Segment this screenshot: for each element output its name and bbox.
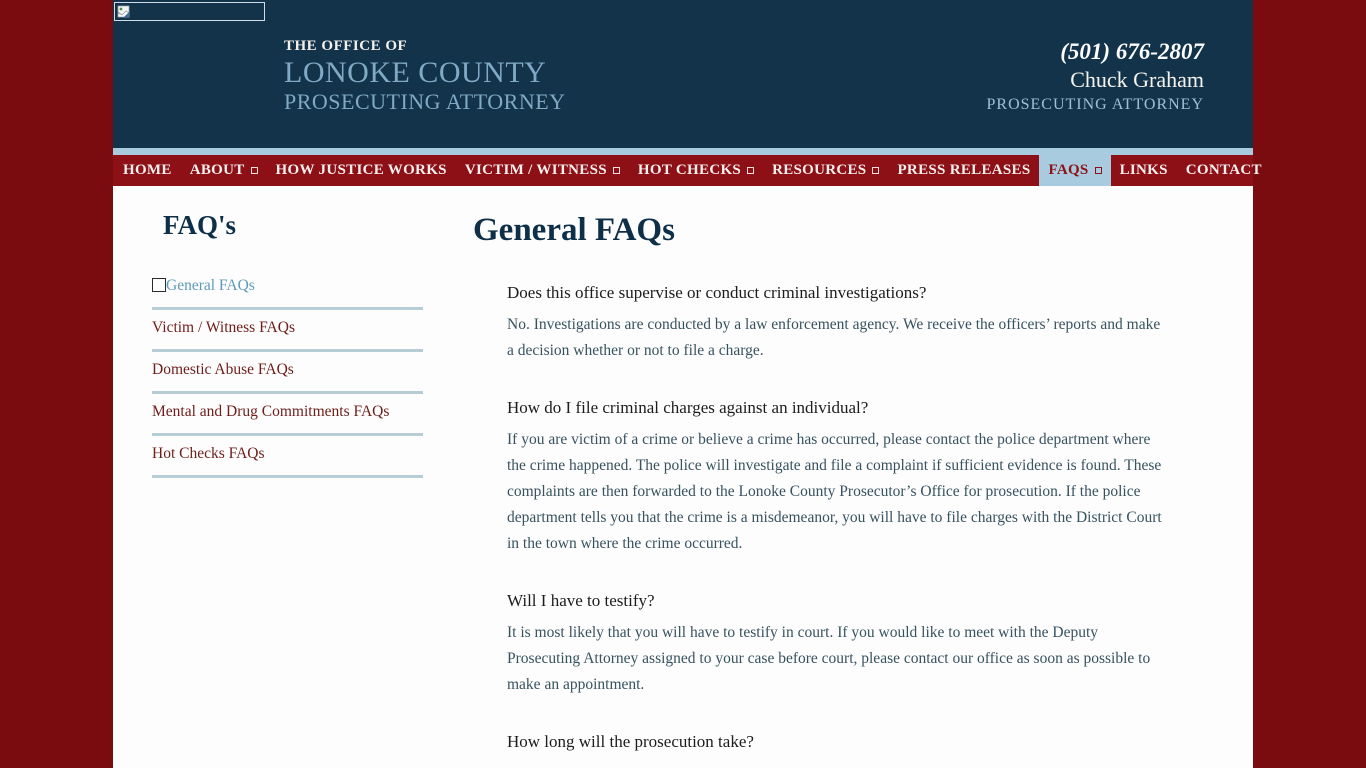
nav-item-hot-checks[interactable] [629,155,763,186]
dropdown-indicator-icon [251,167,258,174]
sidebar-item-hot-checks-faqs[interactable] [152,436,423,478]
broken-image-icon [117,5,130,18]
attorney-title: PROSECUTING ATTORNEY [986,96,1204,114]
faq-entry [507,398,1169,557]
dropdown-indicator-icon [1095,167,1102,174]
page-container [113,0,1262,768]
contact-block [987,38,1205,117]
nav-label: ABOUT [189,162,245,178]
sidebar-item-label: Mental and Drug Commitments FAQs [152,403,390,420]
dropdown-indicator-icon [747,167,754,174]
brand-block [284,38,566,115]
faq-entry [507,283,1169,364]
page-title: General FAQs [473,212,675,248]
prosecuting-attorney-title: PROSECUTING ATTORNEY [284,88,566,114]
site-header [113,0,1253,148]
sidebar [113,186,473,768]
sidebar-faq-list [152,268,423,478]
nav-label: CONTACT [1185,162,1262,178]
faq-question: How long will the prosecution take? [507,732,754,751]
nav-label: LINKS [1119,162,1168,178]
sidebar-item-mental-drug-commitments-faqs[interactable] [152,394,423,436]
faq-list [507,283,1169,752]
header-divider-band [113,148,1253,155]
nav-label: RESOURCES [772,162,867,178]
phone-number: (501) 676-2807 [1060,39,1204,64]
nav-item-faqs[interactable] [1039,155,1110,186]
faq-question: How do I file criminal charges against an individual? [507,398,869,417]
nav-item-about[interactable] [181,155,267,186]
attorney-name: Chuck Graham [1070,66,1204,92]
sidebar-item-general-faqs[interactable] [152,268,423,310]
sidebar-item-label: Hot Checks FAQs [152,445,265,462]
nav-item-links[interactable] [1111,155,1177,186]
faq-answer: No. Investigations are conducted by a law enforcement agency. We receive the officers’ reports and make a decision whether or not to file a charge. [507,316,1161,359]
faq-answer: It is most likely that you will have to testify in court. If you would like to meet with the Deputy Prosecuting Attorney assigned to your case before court, please contact our office as soon as possible to make an appointment. [507,624,1151,693]
county-name: LONOKE COUNTY [284,56,547,89]
content-area [113,186,1253,768]
nav-item-contact[interactable] [1177,155,1271,186]
nav-item-victim-witness[interactable] [456,155,629,186]
nav-item-home[interactable] [114,155,181,186]
sidebar-item-label: General FAQs [166,277,255,294]
dropdown-indicator-icon [872,167,879,174]
sidebar-item-label: Domestic Abuse FAQs [152,361,294,378]
faq-entry [507,591,1169,698]
main-nav [113,155,1262,186]
faq-answer: If you are victim of a crime or believe a crime has occurred, please contact the police department where the crime happened. The police will investigate and file a complaint if sufficient evidence is found. These complaints are then forwarded to the Lonoke County Prosecutor’s Office for prosecution. If the police department tells you that the crime is a misdemeanor, you will have to file charges with the District Court in the town where the crime occurred. [507,431,1162,552]
sidebar-item-label: Victim / Witness FAQs [152,319,295,336]
nav-label: PRESS RELEASES [897,162,1031,178]
nav-label: FAQS [1048,162,1089,178]
main-column [473,186,1253,768]
nav-item-how-justice-works[interactable] [267,155,456,186]
faq-entry [507,732,1169,752]
dropdown-indicator-icon [613,167,620,174]
nav-label: HOME [123,162,172,178]
nav-label: HOT CHECKS [637,162,742,178]
nav-item-press-releases[interactable] [888,155,1039,186]
logo-image-placeholder [114,2,265,21]
sidebar-item-victim-witness-faqs[interactable] [152,310,423,352]
sidebar-heading: FAQ's [163,210,236,240]
nav-label: HOW JUSTICE WORKS [275,162,447,178]
broken-bullet-icon [152,278,166,292]
faq-question: Will I have to testify? [507,591,655,610]
faq-question: Does this office supervise or conduct criminal investigations? [507,283,927,302]
nav-label: VICTIM / WITNESS [464,162,607,178]
sidebar-item-domestic-abuse-faqs[interactable] [152,352,423,394]
office-line: THE OFFICE OF [284,38,408,54]
nav-item-resources[interactable] [763,155,888,186]
